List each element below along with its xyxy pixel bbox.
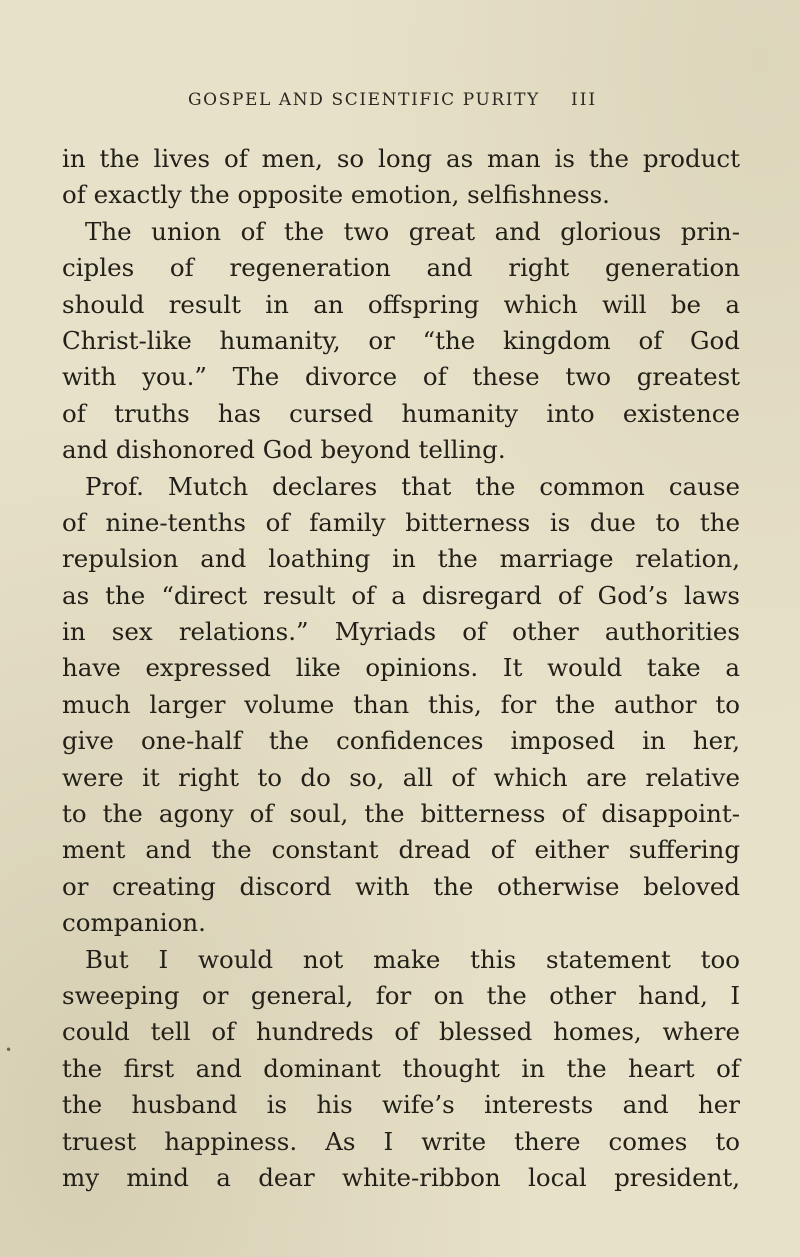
text-line: Prof. Mutch declares that the common cause xyxy=(85,471,740,501)
text-line: of truths has cursed humanity into existence xyxy=(62,398,740,428)
text-line: have expressed like opinions. It would take a xyxy=(62,653,740,683)
text-line: give one-half the confidences imposed in her, xyxy=(62,726,740,756)
running-head-title: GOSPEL AND SCIENTIFIC PURITY xyxy=(188,90,540,110)
text-line: my mind a dear white-ribbon local president, xyxy=(62,1162,740,1192)
text-line: should result in an offspring which will be a xyxy=(62,289,740,319)
running-head xyxy=(0,90,800,120)
text-line: were it right to do so, all of which are relative xyxy=(62,762,740,792)
text-line: But I would not make this statement too xyxy=(85,944,740,974)
page-number: III xyxy=(571,90,598,110)
text-line: could tell of hundreds of blessed homes, where xyxy=(62,1017,740,1047)
text-line: in the lives of men, so long as man is the product xyxy=(62,144,740,173)
text-line: as the “direct result of a disregard of God’s laws xyxy=(62,580,740,610)
text-line: ciples of regeneration and right generation xyxy=(62,253,740,283)
text-line: companion. xyxy=(62,908,206,938)
text-line: to the agony of soul, the bitterness of disappoint- xyxy=(62,799,740,829)
text-line: with you.” The divorce of these two greatest xyxy=(62,362,740,392)
text-line: the first and dominant thought in the heart of xyxy=(62,1053,740,1083)
text-line: or creating discord with the otherwise beloved xyxy=(62,871,740,901)
text-line: much larger volume than this, for the author to xyxy=(62,689,740,719)
text-line: ment and the constant dread of either suffering xyxy=(62,835,740,865)
text-line: and dishonored God beyond telling. xyxy=(62,435,506,465)
text-line: sweeping or general, for on the other hand, I xyxy=(62,980,740,1010)
text-line: in sex relations.” Myriads of other authorities xyxy=(62,617,740,647)
text-line: truest happiness. As I write there comes to xyxy=(62,1126,740,1156)
text-line: repulsion and loathing in the marriage relation, xyxy=(62,544,740,574)
paper-blemish: • xyxy=(5,1043,13,1057)
body-text xyxy=(62,141,740,1196)
text-line: of exactly the opposite emotion, selfishness. xyxy=(62,180,610,210)
text-line: the husband is his wife’s interests and her xyxy=(62,1090,740,1120)
text-line: The union of the two great and glorious prin- xyxy=(85,216,740,246)
text-line: Christ-like humanity, or “the kingdom of God xyxy=(62,325,740,355)
text-line: of nine-tenths of family bitterness is due to the xyxy=(62,507,740,537)
